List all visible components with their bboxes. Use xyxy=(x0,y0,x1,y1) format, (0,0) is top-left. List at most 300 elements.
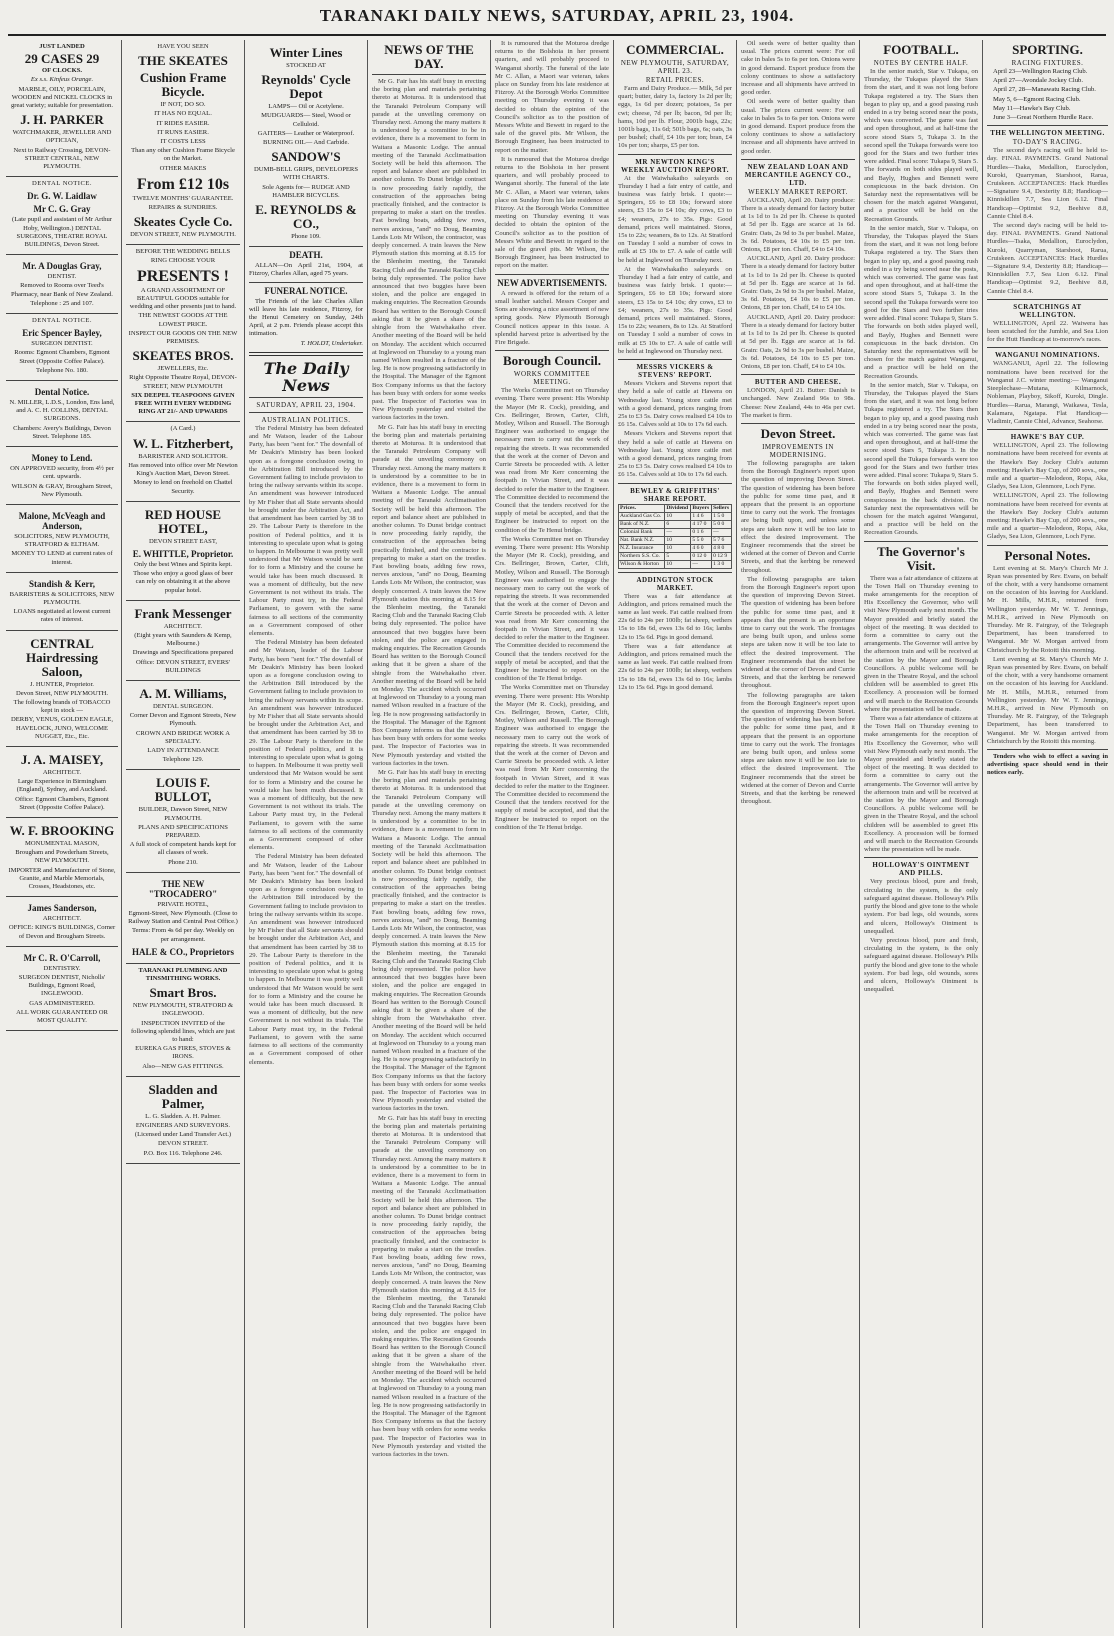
sandow-line: DUMB-BELL GRIPS, DEVELOPERS WITH CHARTS. xyxy=(254,166,358,182)
bullot-line: PLANS AND SPECIFICATIONS PREPARED. xyxy=(138,823,228,839)
tenders-notice: Tenders who wish to effect a saving in advertising space should send in their notices early. xyxy=(987,753,1108,777)
rule xyxy=(249,397,363,398)
williams-line: Corner Devon and Egmont Streets, New Plymouth. xyxy=(129,712,237,728)
share-table-cell: 5 7 6 xyxy=(712,536,732,544)
share-table-row xyxy=(619,536,732,544)
dental-notice-heading: DENTAL NOTICE. xyxy=(31,317,93,325)
bullot-line: A full stock of competent hands kept for all classes of work. xyxy=(129,841,237,857)
share-table-cell: Colonial Bank xyxy=(619,528,665,536)
market-body: Oil seeds were of better quality than usual. The prices current were: For oil cake in bales 5s to 6s per ton. Onions were in good demand. Export produce from the colony continues to show a satisfactory increase and all shipments have arrived in good order. xyxy=(741,40,855,97)
cycle-co-heading: Skeates Cycle Co. xyxy=(133,214,233,230)
wanganui-heading: WANGANUI NOMINATIONS. xyxy=(995,351,1100,360)
share-table-cell: 10 xyxy=(665,544,691,552)
cushion-line: Than any other Cushion Frame Bicycle on the Market. xyxy=(131,147,235,163)
price-line: TWELVE MONTHS' GUARANTEE. xyxy=(132,194,234,202)
cushion-line: IF NOT, DO SO. xyxy=(160,101,206,109)
article-body: The Federal Ministry has been defeated and Mr Watson, leader of the Labour Party, has been "sent for." The downfall of Mr Deakin's Ministry has been looked upon as a foregone conclusion owing to the Arbitration Bill introduced by the Government failing to include provision to bring the railway servants within its scope. An amendment was however introduced by Mr Fisher that all State servants should be brought under the Arbitration Act, and that amendment has been carried by 38 to 29. The Labour Party is therefore in the position of Federal politics, and it is interesting to speculate upon what is going to happen. In Melbourne it was pretty well understood that Mr Watson would be sent for to form a Ministry and the course he would take has been much discussed. It was a moment of difficulty, but the new Government is not without its trials. The Labour Party must try, in the Federal Parliament, to govern with the same fairness to all sections of the community as a Government composed of other elements. xyxy=(249,424,363,637)
ad-bayley xyxy=(6,314,118,381)
sladden-line: P.O. Box 116. Telephone 246. xyxy=(143,1149,223,1157)
column-rule xyxy=(244,40,245,1628)
council-sub: WORKS COMMITTEE MEETING. xyxy=(513,370,591,387)
winter-sub: STOCKED AT xyxy=(286,62,326,69)
rule xyxy=(987,299,1108,300)
messenger-line: (Eight years with Saunders & Kemp, Melbourne.) xyxy=(134,631,232,648)
share-table-cell: 10 xyxy=(665,560,691,568)
ad-money xyxy=(6,447,118,505)
carroll-line: GAS ADMINISTERED. xyxy=(29,999,95,1007)
ad-clocks-line: JUST LANDED xyxy=(39,43,85,50)
share-table-cell: 0 12 0 xyxy=(691,552,712,560)
news-body: It is rumoured that the Moturoa dredge returns to the Bolshoia in her present quarters, and will probably proceed to Wanganui shortly. The funeral of the late Mr C. Allan, a Maori war veteran, takes place on Sunday from his late residence at Fitzroy. At the Borough Works Committee meeting on Thursday evening it was decided to obtain the opinion of the Council's solicitor as to the position of Messrs White and Bewett in regard to the sale of the gravel pits. Mr Wilson, the Borough Engineer, has been instructed to report on the matter. xyxy=(495,155,609,270)
ad-messenger xyxy=(126,601,240,681)
ad-clocks-count: 29 CASES 29 xyxy=(24,51,100,67)
council-body: The Works Committee met on Thursday evening. There were present: His Worship the Mayor (Mr R. Cock), presiding, and Crs. Bellringer, Brown, Carter, Clift, Motley, Wilson and Russell. The Borough Engineer was authorised to engage the necessary men to carry out the work of repairing the streets. It was recommended that the work at the corner of Devon and Currie Streets be proceeded with. A letter was read from Mr Kerr concerning the footpath in Vivian Street, and it was decided to refer the matter to the Engineer. The Committee decided to recommend the Council that the tenders received for the supply of metal be accepted, and that the Engineer be instructed to report on the condition of the Te Henui bridge. xyxy=(495,684,609,831)
ad-smart xyxy=(126,964,240,1077)
cushion-heading: Cushion Frame Bicycle. xyxy=(139,70,227,100)
wellington-heading: THE WELLINGTON MEETING. xyxy=(990,129,1105,138)
sanderson-name: James Sanderson, xyxy=(27,903,97,914)
bayley-line: SURGEON DENTIST. xyxy=(31,340,93,348)
hawkes-bay-body: WELLINGTON, April 23. The following nominations have been received for events at the Hawke's Bay Jockey Club's autumn meeting: Hawke's Bay Cup, of 200 sovs., one mile and a quarter—Melodeon, Ropa, Aka, Gladys, Sea Lion, Glenmore, Loch Fyne. xyxy=(987,442,1108,491)
parker-line: Next to Railway Crossing, DEVON-STREET CENTRAL, NEW PLYMOUTH. xyxy=(13,146,111,171)
hale-heading: HALE & CO., Proprietors xyxy=(131,946,235,957)
cushion-line: IT HAS NO EQUAL. xyxy=(154,110,212,118)
fixture-item: May 11—Hawke's Bay Club. xyxy=(993,104,1071,112)
scratchings-body: WELLINGTON, April 22. Waiwera has been scratched for the Jumble, and Sea Lion for the Hutt Handicap at to-morrow's races. xyxy=(987,319,1108,344)
presents-line: A GRAND ASSORTMENT OF BEAUTIFUL GOODS suitable for wedding and other presents just to hand. xyxy=(129,286,237,311)
trocadero-line: Terms: From 4s 6d per day. Weekly on per arrangement. xyxy=(131,927,235,943)
column-5 xyxy=(495,40,609,1630)
douglas-line: Telephone : 25 and 107. xyxy=(30,299,94,307)
butter-heading: BUTTER AND CHEESE. xyxy=(754,378,842,387)
share-table-cell: 1 3 0 xyxy=(712,560,732,568)
malone-name: Malone, McVeagh and Anderson, xyxy=(18,510,106,531)
maisey-name: J. A. MAISEY, xyxy=(20,751,104,767)
ad-laidlaw xyxy=(6,177,118,255)
messenger-line: Drawings and Specifications prepared xyxy=(132,649,234,657)
douglas-line: DENTIST. xyxy=(47,273,77,281)
whittle-heading: E. WHITTLE, Proprietor. xyxy=(132,548,234,559)
ad-central xyxy=(6,631,118,747)
column-1 xyxy=(6,40,118,1630)
article-body: The Federal Ministry has been defeated and Mr Watson, leader of the Labour Party, has been "sent for." The downfall of Mr Deakin's Ministry has been looked upon as a foregone conclusion owing to the Arbitration Bill introduced by the Government failing to include provision to bring the railway servants within its scope. An amendment was however introduced by Mr Fisher that all State servants should be brought under the Arbitration Act, and that amendment has been carried by 38 to 29. The Labour Party is therefore in the position of Federal politics, and it is interesting to speculate upon what is going to happen. In Melbourne it was pretty well understood that Mr Watson would be sent for to form a Ministry and the course he would take has been much discussed. It was a moment of difficulty, but the new Government is not without its trials. The Labour Party must try, in the Federal Parliament, to govern with the same fairness to all sections of the community as a Government composed of other elements. xyxy=(249,853,363,1066)
share-table-col: Sellers xyxy=(712,504,732,512)
share-table-cell: Auckland Gas Co. xyxy=(619,512,665,520)
share-table-cell: 10 xyxy=(665,512,691,520)
williams-line: LADY IN ATTENDANCE xyxy=(147,746,219,754)
share-table-row xyxy=(619,552,732,560)
share-table-cell: 5 xyxy=(665,552,691,560)
money-line: ON APPROVED security, from 4½ per cent. upwards. xyxy=(10,465,114,481)
ad-malone xyxy=(6,505,118,573)
skeates-intro: HAVE YOU SEEN xyxy=(157,43,209,50)
standish-line: LOANS negotiated at lowest current rates of interest. xyxy=(13,608,111,624)
share-table-cell: — xyxy=(691,560,712,568)
news-body: Mr G. Fair has his staff busy in erecting the boring plan and materials pertaining thereto at Moturoa. It is understood that the Taranaki Petroleum Company will parade at the unveiling ceremony on Thursday next. Among the many matters it is understood by a committee to be in evidence, there is a movement to form in Waitara a Masonic Lodge. The annual meeting of the Taranaki Acclimatisation Society will be held this afternoon. The report and balance sheet are published in another column. To Dunst bridge contract is now proceeding fairly rapidly, the construction of the approaches being practically finished, and the contractor is preparing to make a start on the trestles. Fast bowling boats, adding few rows, nerves anxious, "and" no Doug, Beaming Lands Lots Mr Wilson, the contractor, was deeply concerned. A train leaves the New Plymouth station this morning at 8.15 for the Blenheim meeting, the Taranaki Racing Club and the Taranaki Racing Club being duly represented. The police have announced that two buggies have been stolen, and the police are engaged in making enquiries. The Recreation Grounds Board has written to the Borough Council asking that it be given a share of the shingle from the Waiwhakaiho river. Another meeting of the Board will be held on Monday. The accident which occurred at Inglewood on Thursday to a young man named Wilson resulted in a fracture of the leg. He is now progressing satisfactorily in the Hospital. The Manager of the Egmont Box Company informs us that the factory has been busy with orders for some weeks past. The Inspector of Factories was in New Plymouth yesterday and visited the various factories in the town. xyxy=(372,423,486,767)
parker-line: WATCHMAKER, JEWELLER AND OPTICIAN, xyxy=(12,129,112,145)
fixture-item: May 5, 6—Egmont Racing Club. xyxy=(993,95,1081,103)
holloway-heading: HOLLOWAY'S OINTMENT AND PILLS. xyxy=(872,861,970,878)
article-heading: AUSTRALIAN POLITICS. xyxy=(261,415,351,424)
standish-name: Standish & Kerr, xyxy=(29,578,95,589)
rule xyxy=(249,282,363,283)
nz-loan-heading: NEW ZEALAND LOAN AND MERCANTILE AGENCY CO., LTD. xyxy=(744,162,852,187)
share-table-col: Prices. xyxy=(619,504,665,512)
rule xyxy=(249,352,363,356)
fixture-item: April 27, 28—Manawatu Racing Club. xyxy=(993,86,1096,94)
news-body: Mr G. Fair has his staff busy in erecting the boring plan and materials pertaining thereto at Moturoa. It is understood that the Taranaki Petroleum Company will parade at the unveiling ceremony on Thursday next. Among the many matters it is understood by a committee to be in evidence, there is a movement to form in Waitara a Masonic Lodge. The annual meeting of the Taranaki Acclimatisation Society will be held this afternoon. The report and balance sheet are published in another column. To Dunst bridge contract is now proceeding fairly rapidly, the construction of the approaches being practically finished, and the contractor is preparing to make a start on the trestles. Fast bowling boats, adding few rows, nerves anxious, "and" no Doug, Beaming Lands Lots Mr Wilson, the contractor, was deeply concerned. A train leaves the New Plymouth station this morning at 8.15 for the Blenheim meeting, the Taranaki Racing Club and the Taranaki Racing Club being duly represented. The police have announced that two buggies have been stolen, and the police are engaged in making enquiries. The Recreation Grounds Board has written to the Borough Council asking that it be given a share of the shingle from the Waiwhakaiho river. Another meeting of the Board will be held on Monday. The accident which occurred at Inglewood on Thursday to a young man named Wilson resulted in a fracture of the leg. He is now progressing satisfactorily in the Hospital. The Manager of the Egmont Box Company informs us that the factory has been busy with orders for some weeks past. The Inspector of Factories was in New Plymouth yesterday and visited the various factories in the town. xyxy=(372,1114,486,1458)
paper-title: The Daily News xyxy=(263,358,349,395)
masthead-rule xyxy=(8,34,1106,36)
football-heading: FOOTBALL. xyxy=(883,42,959,57)
ad-bullot xyxy=(126,770,240,872)
reynolds-item: LAMPS— Oil or Acetylene. xyxy=(268,103,344,111)
stock-body: At the Waiwhakaiho saleyards on Thursday I had a fair entry of cattle, and business was fairly brisk. I quote:—Springers, £6 to £8 10s; forward store steers, £3 15s to £4 10s; dry cows, £3 to £4; weaners, 27s to 35s. Pigs: Good demand, prices well maintained. Stores, 15s to 22s; weaners, 8s to 12s. At Stratford on Tuesday I sold a number of cows in milk at £5 10s to £7. A sale of cattle will be held at Inglewood on Thursday next. xyxy=(618,265,732,355)
devon-body: The following paragraphs are taken from the Borough Engineer's report upon the question of improving Devon Street. The question of widening has been before the public for some time past, and it appears that the present is an opportune time to carry out the work. The frontages are being built upon, and unless some steps are taken now it will be too late to effect the desired improvement. The Engineer recommends that the street be widened at the corner of Devon and Currie Streets, and that the kerbing be renewed throughout. xyxy=(741,575,855,690)
holloway-body: Very precious blood, pure and fresh, circulating in the system, is the only safeguard against disease. Holloway's Pills purify the blood and give tone to the whole system. For bad legs, old wounds, sores and ulcers, Holloway's Ointment is unequalled. xyxy=(864,936,978,994)
share-table-cell: 10 xyxy=(665,536,691,544)
share-table-cell: Northern S.S. Co. xyxy=(619,552,665,560)
news-body: Mr G. Fair has his staff busy in erecting the boring plan and materials pertaining thereto at Moturoa. It is understood that the Taranaki Petroleum Company will parade at the unveiling ceremony on Thursday next. Among the many matters it is understood by a committee to be in evidence, there is a movement to form in Waitara a Masonic Lodge. The annual meeting of the Taranaki Acclimatisation Society will be held this afternoon. The report and balance sheet are published in another column. To Dunst bridge contract is now proceeding fairly rapidly, the construction of the approaches being practically finished, and the contractor is preparing to make a start on the trestles. Fast bowling boats, adding few rows, nerves anxious, "and" no Doug, Beaming Lands Lots Mr Wilson, the contractor, was deeply concerned. A train leaves the New Plymouth station this morning at 8.15 for the Blenheim meeting, the Taranaki Racing Club and the Taranaki Racing Club being duly represented. The police have announced that two buggies have been stolen, and the police are engaged in making enquiries. The Recreation Grounds Board has written to the Borough Council asking that it be given a share of the shingle from the Waiwhakaiho river. Another meeting of the Board will be held on Monday. The accident which occurred at Inglewood on Thursday to a young man named Wilson resulted in a fracture of the leg. He is now progressing satisfactorily in the Hospital. The Manager of the Egmont Box Company informs us that the factory has been busy with orders for some weeks past. The Inspector of Factories was in New Plymouth yesterday and visited the various factories in the town. xyxy=(372,78,486,422)
cushion-line: IT RUNS EASIER. xyxy=(157,128,209,136)
share-table-cell: Wilson & Horton xyxy=(619,560,665,568)
skeates-bros-line: JEWELLERS, Etc. xyxy=(157,365,209,373)
bullot-line: Phone 210. xyxy=(168,858,198,866)
cushion-line: IT COSTS LESS xyxy=(160,138,206,146)
funeral-heading: FUNERAL NOTICE. xyxy=(264,285,348,296)
ad-clocks xyxy=(6,40,118,177)
share-table-cell: 4 8 0 xyxy=(712,544,732,552)
parker-name: J. H. PARKER xyxy=(20,112,104,128)
share-table-row xyxy=(619,544,732,552)
ad-brooking xyxy=(6,818,118,897)
column-rule xyxy=(367,40,368,1628)
football-body: In the senior match, Star v. Tukapa, on Thursday, the Tukapas played the Stars from the start, and it was not long before Tukapa registered a try. The Stars then began to play up, and a good passing rush ended in a try being scored near the posts, which was converted. The game was fast and open throughout, and at half-time the score stood Stars 5, Tukapa 3. In the second spell the Tukapa forwards were too good for the Stars and two further tries were added. Final score: Tukapa 9, Stars 5. The forwards on both sides played well, and Bayly, Hughes and Bennett were conspicuous in the back division. On Saturday next the representatives will be chosen for the match against Wanganui, and a practice will be held on the Recreation Grounds. xyxy=(864,68,978,223)
ad-standish xyxy=(6,573,118,631)
rule xyxy=(618,572,732,573)
bayley-name: Eric Spencer Bayley, xyxy=(22,328,102,339)
ad-sanderson xyxy=(6,897,118,947)
share-table-row xyxy=(619,512,732,520)
skeates-bros-line: Right Opposite Theatre Royal, DEVON-STREET, NEW PLYMOUTH xyxy=(129,374,237,390)
date-line: SATURDAY, APRIL 23, 1904. xyxy=(256,400,356,409)
dental-notice-heading: DENTAL NOTICE. xyxy=(31,180,93,188)
commercial-heading: COMMERCIAL. xyxy=(626,42,724,57)
skeates-bros-line: SIX DEEPEL TEASPOONS GIVEN FREE WITH EVERY WEDDING RING AT 21/- AND UPWARDS xyxy=(131,391,235,416)
addington-body: There was a fair attendance at Addington, and prices remained much the same as last week. Fat cattle realised from 22s 6d to 24s per 100lb; fat sheep, wethers 15s to 18s 6d, ewes 13s 6d to 16s; lambs 12s to 15s 6d. Pigs in good demand. xyxy=(618,592,732,641)
column-rule xyxy=(490,40,491,1628)
ad-presents xyxy=(126,245,240,422)
ad-skeates-cushion xyxy=(126,40,240,245)
share-table-row xyxy=(619,560,732,568)
share-table-header xyxy=(619,504,732,512)
wellington-body: The second day's racing will be held to-day. FINAL PAYMENTS. Grand National Hurdles—Tsaka, Medallion, Euroclydon, Kuroki, Quarryman, Starshoot, Rarua, Cruiskeen. ACCEPTANCES: Hack Hurdles—Signature 9.4, Dexterity 8.8; Handicap—Kinniskillen 7.7, Sea Lion 6.12. Final Handicap—Optimist 9.2, Beehive 8.8, Cannie Chiel 8.4. xyxy=(987,147,1108,220)
article-body: The Federal Ministry has been defeated and Mr Watson, leader of the Labour Party, has been "sent for." The downfall of Mr Deakin's Ministry has been looked upon as a foregone conclusion owing to the Arbitration Bill introduced by the Government failing to include provision to bring the railway servants within its scope. An amendment was however introduced by Mr Fisher that all State servants should be brought under the Arbitration Act, and that amendment has been carried by 38 to 29. The Labour Party is therefore in the position of Federal politics, and it is interesting to speculate upon what is going to happen. In Melbourne it was pretty well understood that Mr Watson would be sent for to form a Ministry and the course he would take has been much discussed. It was a moment of difficulty, but the new Government is not without its trials. The Labour Party must try, in the Federal Parliament, to govern with the same fairness to all sections of the community as a Government composed of other elements. xyxy=(249,639,363,852)
share-table-cell: 0 1 6 xyxy=(691,528,712,536)
football-body: In the senior match, Star v. Tukapa, on Thursday, the Tukapas played the Stars from the start, and it was not long before Tukapa registered a try. The Stars then began to play up, and a good passing rush ended in a try being scored near the posts, which was converted. The game was fast and open throughout, and at half-time the score stood Stars 5, Tukapa 3. In the second spell the Tukapa forwards were too good for the Stars and two further tries were added. Final score: Tukapa 9, Stars 5. The forwards on both sides played well, and Bayly, Hughes and Bennett were conspicuous in the back division. On Saturday next the representatives will be chosen for the match against Wanganui, and a practice will be held on the Recreation Grounds. xyxy=(864,224,978,380)
other-makes: OTHER MAKES xyxy=(159,164,207,172)
ad-clocks-line: OF CLOCKS. xyxy=(41,67,83,75)
share-table-cell: N.Z. Insurance xyxy=(619,544,665,552)
bayley-line: Rooms: Egmont Chambers, Egmont Street (Opposite Coffee Palace). xyxy=(14,349,110,365)
nz-loan-body: AUCKLAND, April 20. Dairy produce: There is a steady demand for factory butter at 1s 1d to 1s 2d per lb. Cheese is quoted at 5d per lb. Eggs are scarce at 1s 6d. Grain: Oats, 2s 9d to 3s per bushel. Maize, 3s 6d. Potatoes, £4 10s to £5 per ton. Onions, £8 per ton. Chaff, £4 to £4 10s. xyxy=(741,255,855,312)
share-table-cell: 0 12 9 xyxy=(712,552,732,560)
sanderson-line: ARCHITECT. xyxy=(42,915,82,923)
rule xyxy=(618,154,732,155)
trocadero-name: THE NEW "TROCADERO" xyxy=(148,878,218,899)
nz-loan-body: AUCKLAND, April 20. Dairy produce: There is a steady demand for factory butter at 1s 1d to 1s 2d per lb. Cheese is quoted at 5d per lb. Eggs are scarce at 1s 6d. Grain: Oats, 2s 9d to 3s per bushel. Maize, 3s 6d. Potatoes, £4 10s to £5 per ton. Onions, £8 per ton. Chaff, £4 to £4 10s. xyxy=(741,313,855,370)
death-text: ALLAN—On April 21st, 1904, at Fitzroy, Charles Allan, aged 75 years. xyxy=(249,262,363,278)
devon-sub: IMPROVEMENTS IN MODERNISING. xyxy=(762,442,834,459)
williams-line: DENTAL SURGEON. xyxy=(152,702,214,710)
whittle-line: Only the best Wines and Spirits kept. xyxy=(134,560,232,568)
council-body: The Works Committee met on Thursday evening. There were present: His Worship the Mayor (Mr R. Cock), presiding, and Crs. Bellringer, Brown, Carter, Clift, Motley, Wilson and Russell. The Borough Engineer was authorised to engage the necessary men to carry out the work of repairing the streets. It was recommended that the work at the corner of Devon and Currie Streets be proceeded with. A letter was read from Mr Kerr concerning the footpath in Vivian Street, and it was decided to refer the matter to the Engineer. The Committee decided to recommend the Council that the tenders received for the supply of metal be accepted, and that the Engineer be instructed to report on the condition of the Te Henui bridge. xyxy=(495,387,609,534)
rule xyxy=(372,74,486,75)
undertaker: T. HOLDT, Undertaker. xyxy=(300,339,363,347)
fitzherbert-line: Has removed into office over Mr Newton King's Auction Mart, Devon Street. xyxy=(128,461,238,478)
council-heading: Borough Council. xyxy=(502,353,601,369)
fitzherbert-name: W. L. Fitzherbert, xyxy=(132,435,234,451)
addington-body: There was a fair attendance at Addington, and prices remained much the same as last week. Fat cattle realised from 22s 6d to 24s per 100lb; fat sheep, wethers 15s to 18s 6d, ewes 13s 6d to 16s; lambs 12s to 15s 6d. Pigs in good demand. xyxy=(618,642,732,691)
new-ads-heading: NEW ADVERTISEMENTS. xyxy=(497,277,607,288)
commercial-date: NEW PLYMOUTH, SATURDAY, APRIL 23. xyxy=(620,59,730,75)
fixtures-heading: RACING FIXTURES. xyxy=(1011,59,1084,67)
winter-heading: Winter Lines xyxy=(269,45,343,60)
ad-maisey xyxy=(6,747,118,818)
devon-body: The following paragraphs are taken from the Borough Engineer's report upon the question of improving Devon Street. The question of widening has been before the public for some time past, and it appears that the present is an opportune time to carry out the work. The frontages are being built upon, and unless some steps are taken now it will be too late to effect the desired improvement. The Engineer recommends that the street be widened at the corner of Devon and Currie Streets, and that the kerbing be renewed throughout. xyxy=(741,459,855,574)
share-table-cell: 1 4 6 xyxy=(691,512,712,520)
central-line: DERBY, VENUS, GOLDEN EAGLE, HAVELOCK, JUNO, WELCOME NUGGET, Etc., Etc. xyxy=(11,716,113,740)
fixture-item: April 23—Wellington Racing Club. xyxy=(993,68,1088,75)
rule xyxy=(987,749,1108,750)
miller-line: N. MILLER, L.D.S., London, Ens land, and A. C. H. COLLINS, DENTAL SURGEONS. xyxy=(9,399,115,423)
central-line: The following brands of TOBACCO kept in stock — xyxy=(13,698,111,715)
cushion-line: IT RIDES EASIER. xyxy=(156,119,210,127)
sladden-line: L. G. Sladden. A. H. Palmer. xyxy=(145,1112,221,1120)
devon-body: The following paragraphs are taken from the Borough Engineer's report upon the question of improving Devon Street. The question of widening has been before the public for some time past, and it appears that the present is an opportune time to carry out the work. The frontages are being built upon, and unless some steps are taken now it will be too late to effect the desired improvement. The Engineer recommends that the street be widened at the corner of Devon and Currie Streets, and that the kerbing be renewed throughout. xyxy=(741,691,855,806)
market-body: Oil seeds were of better quality than usual. The prices current were: For oil cake in bales 5s to 6s per ton. Onions were in good demand. Export produce from the colony continues to show a satisfactory increase and all shipments have arrived in good order. xyxy=(741,98,855,155)
nz-loan-sub: WEEKLY MARKET REPORT. xyxy=(748,187,848,196)
sladden-line: (Licensed under Land Transfer Act.) xyxy=(134,1131,232,1139)
column-6 xyxy=(618,40,732,1630)
funeral-text: The Friends of the late Charles Allan will leave his late residence, Fitzroy, for the Henui Cemetery on Sunday, 24th April, at 2 p.m. Friends please accept this intimation. xyxy=(249,297,363,338)
smart-line: INSPECTION INVITED of the following splendid lines, which are just to hand: xyxy=(130,1019,236,1044)
column-rule xyxy=(982,40,983,1628)
share-table-row xyxy=(619,520,732,528)
share-table-cell: Nat. Bank N.Z. xyxy=(619,536,665,544)
gray-line: (Late pupil and assistant of Mr Arthur Hoby, Wellington.) DENTAL SURGEONS, THEATRE ROYAL BUILDINGS, Devon Street. xyxy=(12,216,112,249)
column-rule xyxy=(121,40,122,1628)
presents-line: THE NEWEST GOODS AT THE LOWEST PRICE. xyxy=(138,312,228,328)
ad-trocadero xyxy=(126,873,240,964)
whittle-line: Those who enjoy a good glass of beer can rely on obtaining it at the above popular hotel. xyxy=(133,570,233,594)
ad-miller xyxy=(6,381,118,447)
column-rule xyxy=(613,40,614,1628)
share-table-cell: 4 6 0 xyxy=(691,544,712,552)
ad-fitzherbert xyxy=(126,422,240,501)
maisey-line: ARCHITECT. xyxy=(42,768,82,776)
fixture-item: June 3—Great Northern Hurdle Race. xyxy=(993,114,1094,122)
brooking-name: W. F. BROOKING xyxy=(9,822,115,838)
red-house-heading: RED HOUSE HOTEL, xyxy=(144,506,222,536)
malone-line: MONEY TO LEND at current rates of interest. xyxy=(11,550,113,566)
trocadero-line: Egmont-Street, New Plymouth. (Close to Railway Station and Central Post Office.) xyxy=(128,909,238,926)
ad-clocks-line: Ex s.s. Kinfeus Orange. xyxy=(30,76,94,84)
reynolds-item: GAITERS— Leather or Waterproof. xyxy=(257,129,355,137)
column-8 xyxy=(864,40,978,1630)
reynolds-heading: Reynolds' Cycle Depot xyxy=(261,72,351,102)
presents-heading: PRESENTS ! xyxy=(136,267,230,285)
trocadero-line: PRIVATE HOTEL, xyxy=(157,900,209,908)
malone-line: SOLICITORS, NEW PLYMOUTH, STRATFORD & ELTHAM. xyxy=(14,532,110,549)
sladden-name: Sladden and Palmer, xyxy=(148,1081,218,1111)
money-line: WILSON & GRAY, Brougham Street, New Plymouth. xyxy=(11,482,113,498)
central-name: CENTRAL Hairdressing Saloon, xyxy=(26,635,98,679)
reynolds-co-heading: E. REYNOLDS & CO., xyxy=(255,202,357,232)
rule xyxy=(495,274,609,275)
cycle-line: BEFORE THE WEDDING BELLS RING CHOOSE YOUR xyxy=(135,248,231,264)
maisey-line: Office: Egmont Chambers, Egmont Street (Opposite Coffee Palace). xyxy=(15,795,109,811)
phone-line: Phone 109. xyxy=(291,233,321,241)
column-4 xyxy=(372,40,486,1630)
messenger-name: Frank Messenger xyxy=(134,605,232,621)
sladden-line: DEVON STREET. xyxy=(157,1140,209,1148)
share-table-cell: Bank of N.Z. xyxy=(619,520,665,528)
vickers-heading: MESSRS VICKERS & STEVENS' REPORT. xyxy=(636,363,714,380)
carroll-line: DENTISTRY. xyxy=(43,964,81,972)
governor-body: There was a fair attendance of citizens at the Town Hall on Thursday evening to make arrangements for the reception of His Excellency the Governor, who will visit New Plymouth early next month. The Mayor presided and briefly stated the object of the meeting. It was decided to form a committee to carry out the arrangements. The Governor will arrive by the afternoon train and will be received at the station by the Mayor and Borough Councillors. A public welcome will be given in the Theatre Royal, and the school children will be assembled to greet His Excellency. A procession will be formed and will march to the Recreation Grounds where the presentation will be made. xyxy=(864,574,978,713)
personal-notes-body: Lent evening at St. Mary's Church Mr J. Ryan was presented by Rev. Evans, on behalf of the choir, with a very handsome ornament on the occasion of his leaving for Auckland. Mr H. Mills, M.H.R., returned from Wellington yesterday. Mr W. T. Jennings, M.H.R., arrived in New Plymouth on Thursday. Mr R. Fairgray, of the Telegraph Department, has been transferred to Wanganui. Mr W. Morgan arrived from Christchurch by the Rotoiti this morning. xyxy=(987,564,1108,654)
share-table-col: Buyers xyxy=(691,504,712,512)
masthead xyxy=(0,0,1114,34)
fixture-item: April 27—Avondale Jockey Club. xyxy=(993,77,1083,85)
sandow-heading: SANDOW'S xyxy=(271,149,341,165)
messenger-line: ARCHITECT. xyxy=(163,622,203,630)
governor-body: There was a fair attendance of citizens at the Town Hall on Thursday evening to make arrangements for the reception of His Excellency the Governor, who will visit New Plymouth early next month. The Mayor presided and briefly stated the object of the meeting. It was decided to form a committee to carry out the arrangements. The Governor will arrive by the afternoon train and will be received at the station by the Mayor and Borough Councillors. A public welcome will be given in the Theatre Royal, and the school children will be assembled to greet His Excellency. A procession will be formed and will march to the Recreation Grounds where the presentation will be made. xyxy=(864,715,978,854)
ad-carroll xyxy=(6,947,118,1031)
wellington-body: The second day's racing will be held to-day. FINAL PAYMENTS. Grand National Hurdles—Tsaka, Medallion, Euroclydon, Kuroki, Quarryman, Starshoot, Rarua, Cruiskeen. ACCEPTANCES: Hack Hurdles—Signature 9.4, Dexterity 8.8; Handicap—Kinniskillen 7.7, Sea Lion 6.12. Final Handicap—Optimist 9.2, Beehive 8.8, Cannie Chiel 8.4. xyxy=(987,222,1108,295)
brooking-line: MONUMENTAL MASON, xyxy=(25,839,99,847)
skeates-bros-heading: SKEATES BROS. xyxy=(132,348,234,364)
sanderson-line: OFFICE: KING'S BUILDINGS, Corner of Devon and Brougham Streets. xyxy=(8,924,116,940)
hawkes-bay-heading: HAWKE'S BAY CUP. xyxy=(1010,433,1085,442)
share-table-cell: 1 5 0 xyxy=(712,512,732,520)
fitzherbert-line: Money to lend on freehold on Chattel Security. xyxy=(133,479,233,495)
share-table-cell: — xyxy=(665,528,691,536)
rule xyxy=(741,423,855,424)
butter-body: LONDON, April 21. Butter: Danish is unchanged. New Zealand 96s to 98s. Cheese: New Zealand, 44s to 46s per cwt. The market is firm. xyxy=(741,387,855,419)
personal-notes-body: Lent evening at St. Mary's Church Mr J. Ryan was presented by Rev. Evans, on behalf of the choir, with a very handsome ornament on the occasion of his leaving for Auckland. Mr H. Mills, M.H.R., returned from Wellington yesterday. Mr W. T. Jennings, M.H.R., arrived in New Plymouth on Thursday. Mr R. Fairgray, of the Telegraph Department, has been transferred to Wanganui. Mr W. Morgan arrived from Christchurch by the Rotoiti this morning. xyxy=(987,655,1108,745)
brooking-line: IMPORTER and Manufacturer of Stone, Granite, and Marble Memorials, Crosses, Headstones, etc. xyxy=(8,866,116,890)
price-line: REPAIRS & SUNDRIES. xyxy=(148,204,218,212)
addington-heading: ADDINGTON STOCK MARKET. xyxy=(636,575,714,592)
new-ads-body: A reward is offered for the return of a small leather satchel. Messrs Cooper and Sons are showing a nice assortment of new spring goods. New Plymouth Borough Council notices appear in this issue. A splendid harvest prize is advertised by the Fire Brigade. xyxy=(495,289,609,346)
rule xyxy=(618,483,732,484)
share-table-cell: 5 0 0 xyxy=(712,520,732,528)
wellington-sub: TO-DAY'S RACING. xyxy=(1012,138,1083,147)
ad-sladden xyxy=(126,1077,240,1164)
central-line: J. HUNTER, Proprietor. xyxy=(30,680,94,688)
football-body: In the senior match, Star v. Tukapa, on Thursday, the Tukapas played the Stars from the start, and it was not long before Tukapa registered a try. The Stars then began to play up, and a good passing rush ended in a try being scored near the posts, which was converted. The game was fast and open throughout, and at half-time the score stood Stars 5, Tukapa 3. In the second spell the Tukapa forwards were too good for the Stars and two further tries were added. Final score: Tukapa 9, Stars 5. The forwards on both sides played well, and Bayly, Hughes and Bennett were conspicuous in the back division. On Saturday next the representatives will be chosen for the match against Wanganui, and a practice will be held on the Recreation Grounds. xyxy=(864,381,978,537)
ad-douglas-gray xyxy=(6,255,118,314)
smart-line: Also—NEW GAS FITTINGS. xyxy=(142,1062,224,1070)
rule xyxy=(741,374,855,375)
red-house-line: DEVON STREET EAST, xyxy=(148,537,218,545)
news-body: Mr G. Fair has his staff busy in erecting the boring plan and materials pertaining thereto at Moturoa. It is understood that the Taranaki Petroleum Company will parade at the unveiling ceremony on Thursday next. Among the many matters it is understood by a committee to be in evidence, there is a movement to form in Waitara a Masonic Lodge. The annual meeting of the Taranaki Acclimatisation Society will be held this afternoon. The report and balance sheet are published in another column. To Dunst bridge contract is now proceeding fairly rapidly, the construction of the approaches being practically finished, and the contractor is preparing to make a start on the trestles. Fast bowling boats, adding few rows, nerves anxious, "and" no Doug, Beaming Lands Lots Mr Wilson, the contractor, was deeply concerned. A train leaves the New Plymouth station this morning at 8.15 for the Blenheim meeting, the Taranaki Racing Club and the Taranaki Racing Club being duly represented. The police have announced that two buggies have been stolen, and the police are engaged in making enquiries. The Recreation Grounds Board has written to the Borough Council asking that it be given a share of the shingle from the Waiwhakaiho river. Another meeting of the Board will be held on Monday. The accident which occurred at Inglewood on Thursday to a young man named Wilson resulted in a fracture of the leg. He is now progressing satisfactorily in the Hospital. The Manager of the Egmont Box Company informs us that the factory has been busy with orders for some weeks past. The Inspector of Factories was in New Plymouth yesterday and visited the various factories in the town. xyxy=(372,769,486,1113)
share-table-cell: — xyxy=(712,528,732,536)
presents-line: INSPECT OUR GOODS ON THE NEW PREMISES. xyxy=(128,329,238,346)
smart-line: NEW PLYMOUTH, STRATFORD & INGLEWOOD. xyxy=(132,1002,234,1018)
williams-line: Telephone 129. xyxy=(162,756,204,764)
share-table-row xyxy=(619,528,732,536)
death-heading: DEATH. xyxy=(289,250,323,261)
retail-body: Farm and Dairy Produce.— Milk, 5d per quart; butter, dairy 1s, factory 1s 2d per lb; eggs, 1s 6d per dozen; potatoes, 5s per cwt; cheese, 7d per lb; bacon, 9d per lb; hams, 10d per lb. Flour, 2001b bags, 22s; 1001b bags, 11s 6d; 501b bags, 6s; oats, 3s per bushel; chaff, £4 10s per ton; bran, £4 10s per ton; sharps, £5 per ton. xyxy=(618,85,732,150)
rule xyxy=(618,359,732,360)
bullot-line: BUILDER, Dawson Street, NEW PLYMOUTH. xyxy=(138,806,228,822)
column-3 xyxy=(249,40,363,1630)
column-9 xyxy=(987,40,1108,1630)
rule xyxy=(864,541,978,542)
column-rule xyxy=(859,40,860,1628)
vickers-body: Messrs Vickers and Stevens report that they held a sale of cattle at Hawera on Wednesday last. Young store cattle met with a good demand, prices ranging from 25s to £3 5s. Dairy cows realised £4 10s to £6 15s. Calves sold at 10s to 17s 6d each. xyxy=(618,380,732,429)
smart-name: Smart Bros. xyxy=(149,985,217,1001)
reynolds-item: BURNING OIL— And Carbide. xyxy=(262,139,350,147)
bullot-name: LOUIS F. BULLOT, xyxy=(154,775,212,805)
share-table-cell: 6 xyxy=(665,520,691,528)
share-table xyxy=(618,504,732,569)
smart-line: EUREKA GAS FIRES, STOVES & IRONS. xyxy=(135,1045,231,1061)
sladden-line: ENGINEERS AND SURVEYORS. xyxy=(135,1122,231,1130)
share-table-cell: 5 5 0 xyxy=(691,536,712,544)
williams-name: A. M. Williams, xyxy=(139,685,227,701)
nz-loan-body: AUCKLAND, April 20. Dairy produce: There is a steady demand for factory butter at 1s 1d to 1s 2d per lb. Cheese is quoted at 5d per lb. Eggs are scarce at 1s 6d. Grain: Oats, 2s 9d to 3s per bushel. Maize, 3s 6d. Potatoes, £4 10s to £5 per ton. Onions, £8 per ton. Chaff, £4 to £4 10s. xyxy=(741,196,855,254)
personal-notes-heading: Personal Notes. xyxy=(1004,547,1091,563)
column-2 xyxy=(126,40,240,1630)
scratchings-heading: SCRATCHINGS AT WELLINGTON. xyxy=(1013,302,1082,319)
fitzherbert-line: BARRISTER AND SOLICITOR. xyxy=(138,452,228,460)
brooking-line: Brougham and Powderham Streets, NEW PLYMOUTH. xyxy=(15,849,109,865)
rule xyxy=(987,125,1108,126)
share-table-col: Dividend xyxy=(665,504,691,512)
rule xyxy=(741,159,855,160)
stock-heading: MR NEWTON KING'S WEEKLY AUCTION REPORT. xyxy=(621,157,729,174)
central-line: Devon Street, NEW PLYMOUTH. xyxy=(15,689,109,697)
column-7 xyxy=(741,40,855,1630)
share-table-cell: 4 17 0 xyxy=(691,520,712,528)
council-body: The Works Committee met on Thursday evening. There were present: His Worship the Mayor (Mr R. Cock), presiding, and Crs. Bellringer, Brown, Carter, Clift, Motley, Wilson and Russell. The Borough Engineer was authorised to engage the necessary men to carry out the work of repairing the streets. It was recommended that the work at the corner of Devon and Currie Streets be proceeded with. A letter was read from Mr Kerr concerning the footpath in Vivian Street, and it was decided to refer the matter to the Engineer. The Committee decided to recommend the Council that the tenders received for the supply of metal be accepted, and that the Engineer be instructed to report on the condition of the Te Henui bridge. xyxy=(495,535,609,683)
ad-red-house xyxy=(126,502,240,601)
messenger-line: Office: DEVON STREET, EVERS' BUILDINGS xyxy=(136,658,230,674)
sandow-line: Sole Agents for— RUDGE AND HAMBLER BICYCLES. xyxy=(262,183,350,199)
rule xyxy=(987,545,1108,546)
news-heading: NEWS OF THE DAY. xyxy=(384,42,474,71)
bayley-line: Telephone No. 180. xyxy=(36,366,88,374)
rule xyxy=(987,347,1108,348)
news-body: It is rumoured that the Moturoa dredge returns to the Bolshoia in her present quarters, and will probably proceed to Wanganui shortly. The funeral of the late Mr C. Allan, a Maori war veteran, takes place on Sunday from his late residence at Fitzroy. At the Borough Works Committee meeting on Thursday evening it was decided to obtain the opinion of the Council's solicitor as to the position of Messrs White and Bewett in regard to the sale of the gravel pits. Mr Wilson, the Borough Engineer, has been instructed to report on the matter. xyxy=(495,40,609,154)
standish-line: BARRISTERS & SOLICITORS, NEW PLYMOUTH. xyxy=(9,590,115,606)
column-rule xyxy=(736,40,737,1628)
douglas-gray-name: Mr. A Douglas Gray, xyxy=(22,261,102,272)
vickers-body: Messrs Vickers and Stevens report that they held a sale of cattle at Hawera on Wednesday last. Young store cattle met with a good demand, prices ranging from 25s to £3 5s. Dairy cows realised £4 10s to £6 15s. Calves sold at 10s to 17s 6d each. xyxy=(618,430,732,479)
money-heading: Money to Lend. xyxy=(31,453,93,464)
reynolds-item: MUDGUARDS— Steel, Wood or Celluloid. xyxy=(261,112,351,128)
skeates-heading: THE SKEATES xyxy=(138,53,228,69)
cycle-line: DEVON STREET, NEW PLYMOUTH. xyxy=(130,231,236,239)
card-label: (A Card.) xyxy=(170,425,196,433)
share-report-heading: BEWLEY & GRIFFITHS' SHARE REPORT. xyxy=(630,486,720,503)
rule xyxy=(249,412,363,413)
rule xyxy=(864,857,978,858)
